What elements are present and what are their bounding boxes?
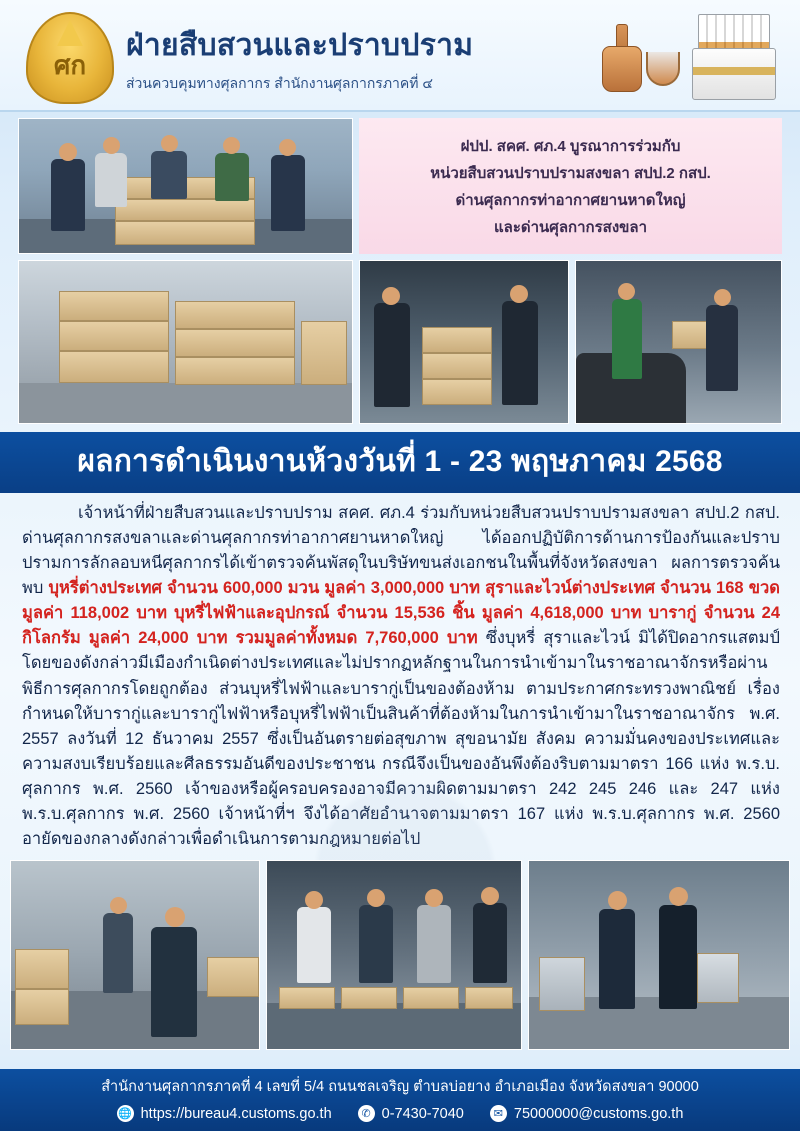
photo-loading-goods-into-vehicle xyxy=(575,260,782,424)
footer xyxy=(0,1069,800,1131)
header-text-block xyxy=(126,22,473,95)
footer-email-text: 75000000@customs.go.th xyxy=(513,1105,684,1122)
body-text-part-1: เจ้าหน้าที่ฝ่ายสืบสวนและปราบปราม สคศ. ศภ.4 ร่วมกับหน่วยสืบสวนปราบปรามสงขลา สปป.2 กสป. ด่านศุลกากรสงขลาและด่านศุลกากรท่าอากาศยานหาดใหญ่ ได้ออกปฏิบัติการด้านการป้องกันและปราบปรามการลักลอบหนีศุลกากรได้เข้าตรวจค้นพัสดุในบริษัทขนส่งเอกชนในพื้นที่จังหวัดสงขลา ผลการตรวจค้นพบ xyxy=(22,504,780,598)
result-title-bar xyxy=(0,432,800,493)
banner-text-panel xyxy=(359,118,782,254)
brandy-glass-icon xyxy=(646,52,680,86)
footer-contact-links xyxy=(0,1105,800,1122)
photo-warehouse-parcel-sorting xyxy=(10,860,260,1050)
footer-phone[interactable] xyxy=(358,1105,464,1122)
footer-website[interactable] xyxy=(117,1105,332,1122)
footer-phone-text: 0-7430-7040 xyxy=(381,1105,464,1122)
photo-row-2 xyxy=(0,254,800,424)
banner-line-4: และด่านศุลกากรสงขลา xyxy=(493,218,648,236)
footer-address: สำนักงานศุลกากรภาคที่ 4 เลขที่ 5/4 ถนนชลเจริญ ตำบลบ่อยาง อำเภอเมือง จังหวัดสงขลา 90000 xyxy=(101,1079,699,1095)
cigarette-pack-icon xyxy=(692,14,776,100)
photo-row-1 xyxy=(0,112,800,254)
body-section xyxy=(0,493,800,852)
banner-line-2: หน่วยสืบสวนปราบปรามสงขลา สปป.2 กสป. xyxy=(430,164,711,182)
header xyxy=(0,0,800,112)
banner-line-3: ด่านศุลกากรท่าอากาศยานหาดใหญ่ xyxy=(455,191,686,209)
liquor-bottle-icon xyxy=(596,20,648,92)
photo-row-3 xyxy=(0,852,800,1050)
page-title: ฝ่ายสืบสวนและปราบปราม xyxy=(126,29,474,62)
page-subtitle: ส่วนควบคุมทางศุลกากร สำนักงานศุลกากรภาคที่ ๔ xyxy=(126,75,433,91)
photo-officers-inspecting-boxes xyxy=(359,260,569,424)
banner-line-1: ฝปป. สคศ. ศภ.4 บูรณาการร่วมกับ xyxy=(460,137,681,155)
phone-icon: ✆ xyxy=(358,1105,375,1122)
globe-icon: 🌐 xyxy=(118,1107,132,1120)
body-text-part-2: ซึ่งบุหรี่ สุราและไวน์ มิได้ปิดอากรแสตมป์ โดยของดังกล่าวมีเมืองกำเนิดต่างประเทศและไม่ปรากฏหลักฐานในการนำเข้ามาในราชอาณาจักรหรือผ่านพิธีการศุลกากรโดยถูกต้อง ส่วนบุหรี่ไฟฟ้าและบารากู่เป็นของต้องห้าม ตามประกาศกระทรวงพาณิชย์ เรื่อง กำหนดให้บารากู่และบารากู่ไฟฟ้าหรือบุหรี่ไฟฟ้าเป็นสินค้าที่ต้องห้ามในการนำเข้ามาในราชอาณาจักร พ.ศ. 2557 ลงวันที่ 12 ธันวาคม 2557 ซึ่งเป็นอันตรายต่อสุขภาพ สุขอนามัย สังคม ความมั่นคงของประเทศและความสงบเรียบร้อยและศีลธรรมอันดีของประชาชน กรณีจึงเป็นของอันพึงต้องริบตามมาตรา 166 แห่ง พ.ร.บ. ศุลกากร พ.ศ. 2560 เจ้าของหรือผู้ครอบครองอาจมีความผิดตามมาตรา 242 245 246 และ 247 แห่ง พ.ร.บ.ศุลกากร พ.ศ. 2560 เจ้าหน้าที่ฯ จึงได้อาศัยอำนาจตามมาตรา 167 แห่ง พ.ร.บ.ศุลกากร พ.ศ. 2560 อายัดของกลางดังกล่าวเพื่อดำเนินการตามกฎหมายต่อไป xyxy=(22,629,780,849)
body-text-highlight: บุหรี่ต่างประเทศ จำนวน 600,000 มวน มูลค่า 3,000,000 บาท สุราและไวน์ต่างประเทศ จำนวน 168 ขวด มูลค่า 118,002 บาท บุหรี่ไฟฟ้าและอุปกรณ์ จำนวน 15,536 ชิ้น มูลค่า 4,618,000 บาท บารากู่ จำนวน 24 กิโลกรัม มูลค่า 24,000 บาท รวมมูลค่าทั้งหมด 7,760,000 บาท xyxy=(22,579,780,648)
photo-suspects-standing-with-boxes xyxy=(266,860,522,1050)
photo-officers-holding-evidence-bags xyxy=(528,860,790,1050)
photo-team-with-seized-cartons xyxy=(18,118,353,254)
result-title-text: ผลการดำเนินงานห้วงวันที่ 1 - 23 พฤษภาคม 2568 xyxy=(77,445,723,478)
emblem-label: ศก xyxy=(53,51,87,81)
body-paragraph xyxy=(22,501,780,852)
garuda-customs-emblem-icon xyxy=(26,12,114,104)
photo-stacked-parcel-boxes xyxy=(18,260,353,424)
mail-icon: ✉ xyxy=(490,1105,507,1122)
footer-email[interactable] xyxy=(490,1105,684,1122)
footer-website-text: https://bureau4.customs.go.th xyxy=(140,1105,332,1122)
